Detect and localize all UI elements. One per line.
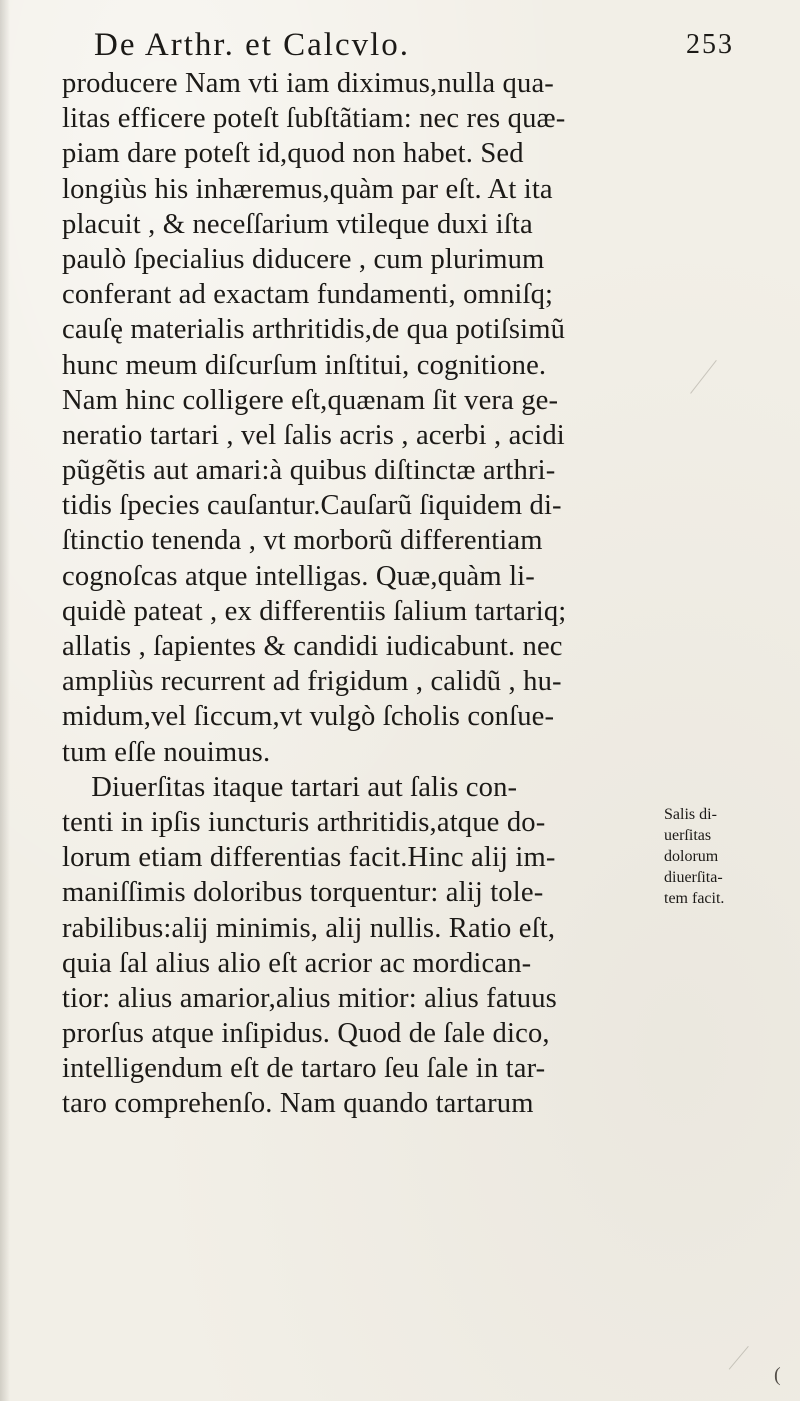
faint-ink-stroke bbox=[690, 360, 717, 394]
text-line: tum eſſe nouimus. bbox=[62, 736, 271, 768]
text-line: Diuerſitas itaque tartari aut ſalis con- bbox=[62, 771, 518, 803]
text-line: lorum etiam differentias facit.Hinc alij im- bbox=[62, 842, 556, 874]
text-line: midum,vel ſiccum,vt vulgò ſcholis conſue- bbox=[62, 701, 555, 733]
text-line: litas efficere poteſt ſubſtãtiam: nec res quæ- bbox=[62, 103, 566, 135]
page-number: 253 bbox=[686, 29, 734, 60]
text-line: maniſſimis doloribus torquentur: alij tole- bbox=[62, 877, 544, 909]
marginal-note bbox=[664, 804, 792, 909]
text-line: allatis , ſapientes & candidi iudicabunt. nec bbox=[62, 631, 563, 662]
text-line: tidis ſpecies cauſantur.Cauſarũ ſiquidem di- bbox=[62, 490, 562, 522]
marginal-note-line: uerſitas bbox=[664, 827, 712, 844]
text-line: quia ſal alius alio eſt acrior ac mordican- bbox=[62, 947, 532, 979]
faint-ink-stroke bbox=[729, 1346, 749, 1370]
marginal-note-line: dolorum bbox=[664, 848, 719, 865]
text-line: tenti in ipſis iuncturis arthritidis,atque do- bbox=[62, 806, 546, 838]
text-line: rabilibus:alij minimis, alij nullis. Ratio eſt, bbox=[62, 912, 556, 944]
text-line: intelligendum eſt de tartaro ſeu ſale in tar- bbox=[62, 1053, 546, 1085]
main-text-block bbox=[62, 66, 654, 1122]
text-line: hunc meum diſcurſum inſtitui, cognitione. bbox=[62, 349, 547, 381]
text-line: cauſę materialis arthritidis,de qua potiſsimũ bbox=[62, 314, 566, 346]
text-line: tior: alius amarior,alius mitior: alius fatuus bbox=[62, 982, 557, 1014]
text-line: producere Nam vti iam diximus,nulla qua- bbox=[62, 68, 554, 99]
text-line: paulò ſpecialius diducere , cum plurimum bbox=[62, 243, 545, 275]
stray-mark: ( bbox=[774, 1364, 781, 1386]
running-head bbox=[94, 20, 734, 70]
marginal-note-line: Salis di- bbox=[664, 806, 717, 823]
text-line: ſtinctio tenenda , vt morborũ differentiam bbox=[62, 525, 543, 557]
text-line: ampliùs recurrent ad frigidum , calidũ , hu- bbox=[62, 666, 562, 698]
text-line: piam dare poteſt id,quod non habet. Sed bbox=[62, 138, 524, 170]
text-line: prorſus atque inſipidus. Quod de ſale dico, bbox=[62, 1018, 550, 1050]
marginal-note-line: diuerſita- bbox=[664, 869, 723, 886]
marginal-note-line: tem facit. bbox=[664, 890, 725, 907]
text-line: cognoſcas atque intelligas. Quæ,quàm li- bbox=[62, 560, 535, 592]
text-line: pũgẽtis aut amari:à quibus diſtinctæ arthri- bbox=[62, 455, 556, 487]
text-line: placuit , & neceſſarium vtileque duxi iſta bbox=[62, 208, 533, 240]
text-line: conferant ad exactam fundamenti, omniſq; bbox=[62, 279, 554, 311]
page-gutter-shadow bbox=[0, 0, 10, 1401]
text-line: neratio tartari , vel ſalis acris , acerbi , acidi bbox=[62, 419, 565, 451]
running-head-title: De Arthr. et Calcvlo. bbox=[94, 27, 411, 63]
text-line: taro comprehenſo. Nam quando tartarum bbox=[62, 1088, 534, 1120]
text-line: quidè pateat , ex differentiis ſalium tartariq; bbox=[62, 595, 567, 627]
text-line: Nam hinc colligere eſt,quænam ſit vera ge- bbox=[62, 384, 559, 416]
text-line: longiùs his inhæremus,quàm par eſt. At ita bbox=[62, 173, 553, 205]
